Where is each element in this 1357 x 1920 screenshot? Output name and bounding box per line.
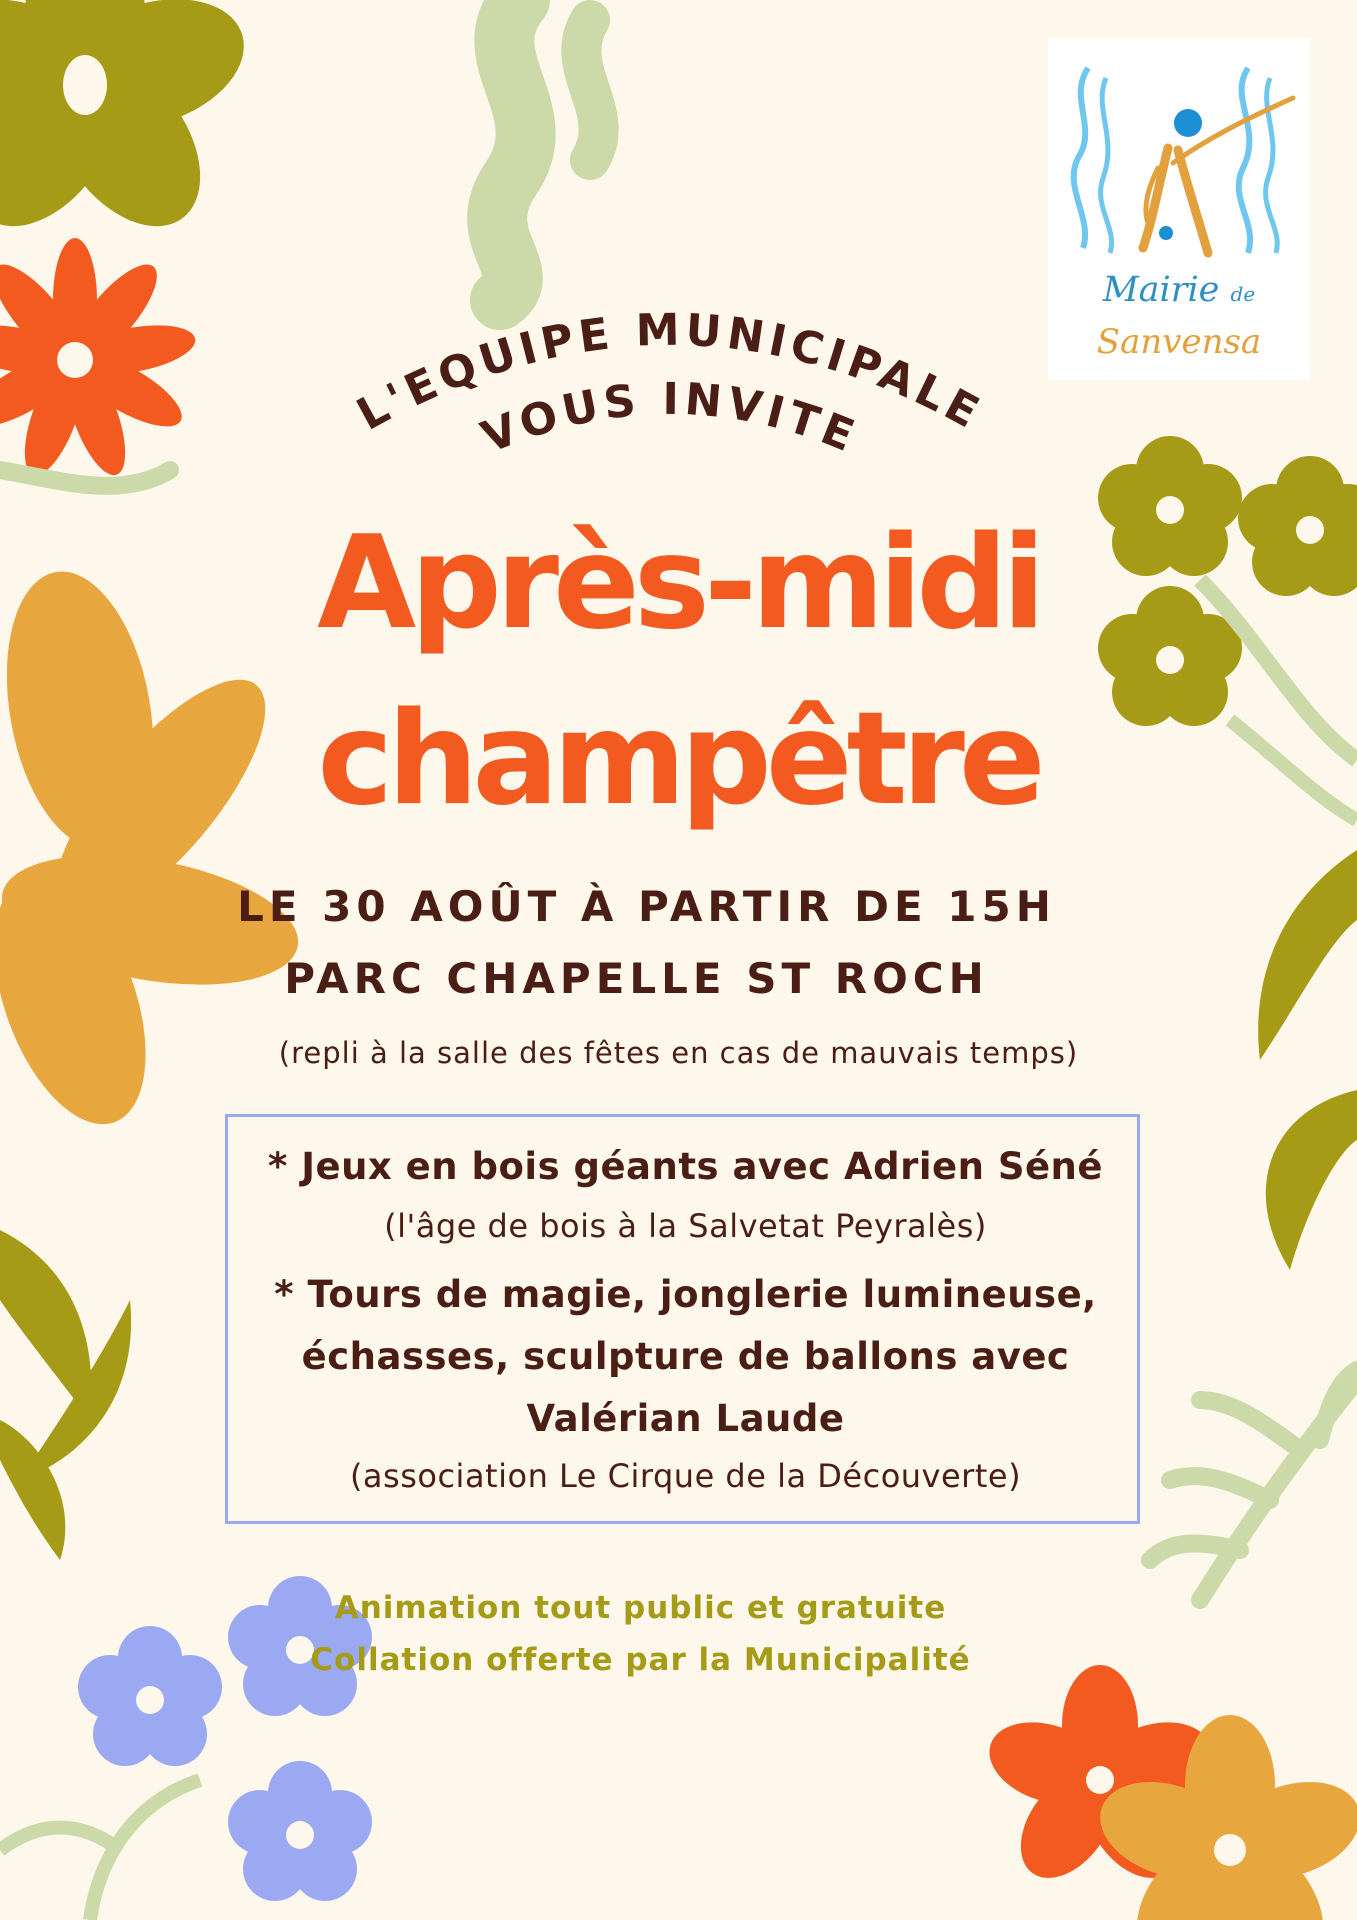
logo-title	[1048, 270, 1310, 310]
program-box	[225, 1114, 1140, 1524]
footer-line-1: Animation tout public et gratuite	[334, 1590, 947, 1626]
event-title-line-1: Après-midi	[317, 509, 1040, 658]
program-item-2-line-3: Valérian Laude	[526, 1397, 845, 1440]
olive-leaves-left	[0, 1230, 131, 1560]
event-title-line-2: champêtre	[317, 685, 1040, 834]
invitation-line-1: L'EQUIPE MUNICIPALE	[348, 304, 992, 441]
invitation-heading	[330, 290, 1010, 480]
sage-fern-right	[1150, 1370, 1357, 1600]
mairie-logo	[1048, 38, 1310, 380]
footer-line-2: Collation offerte par la Municipalité	[310, 1642, 971, 1678]
event-date: LE 30 AOÛT À PARTIR DE 15H	[237, 882, 1056, 931]
program-item-1-note: (l'âge de bois à la Salvetat Peyralès)	[384, 1207, 987, 1245]
logo-mairie-text: Mairie	[1102, 270, 1220, 310]
orange-flower-left	[0, 238, 199, 482]
logo-sanvensa-text: Sanvensa	[1096, 322, 1262, 362]
program-item-1-title: * Jeux en bois géants avec Adrien Séné	[267, 1145, 1103, 1188]
logo-de-text: de	[1230, 282, 1256, 306]
logo-figure-icon	[1048, 38, 1310, 268]
program-item-2-note: (association Le Cirque de la Découverte)	[349, 1457, 1022, 1495]
olive-flower-top-left	[0, 0, 260, 254]
program-item-2-line-2: échasses, sculpture de ballons avec	[301, 1335, 1070, 1378]
event-place: PARC CHAPELLE ST ROCH	[284, 954, 989, 1003]
invitation-line-2: VOUS INVITE	[474, 373, 866, 464]
event-fallback-note: (repli à la salle des fêtes en cas de mauvais temps)	[278, 1036, 1079, 1070]
program-item-2-line-1: * Tours de magie, jonglerie lumineuse,	[274, 1273, 1097, 1316]
